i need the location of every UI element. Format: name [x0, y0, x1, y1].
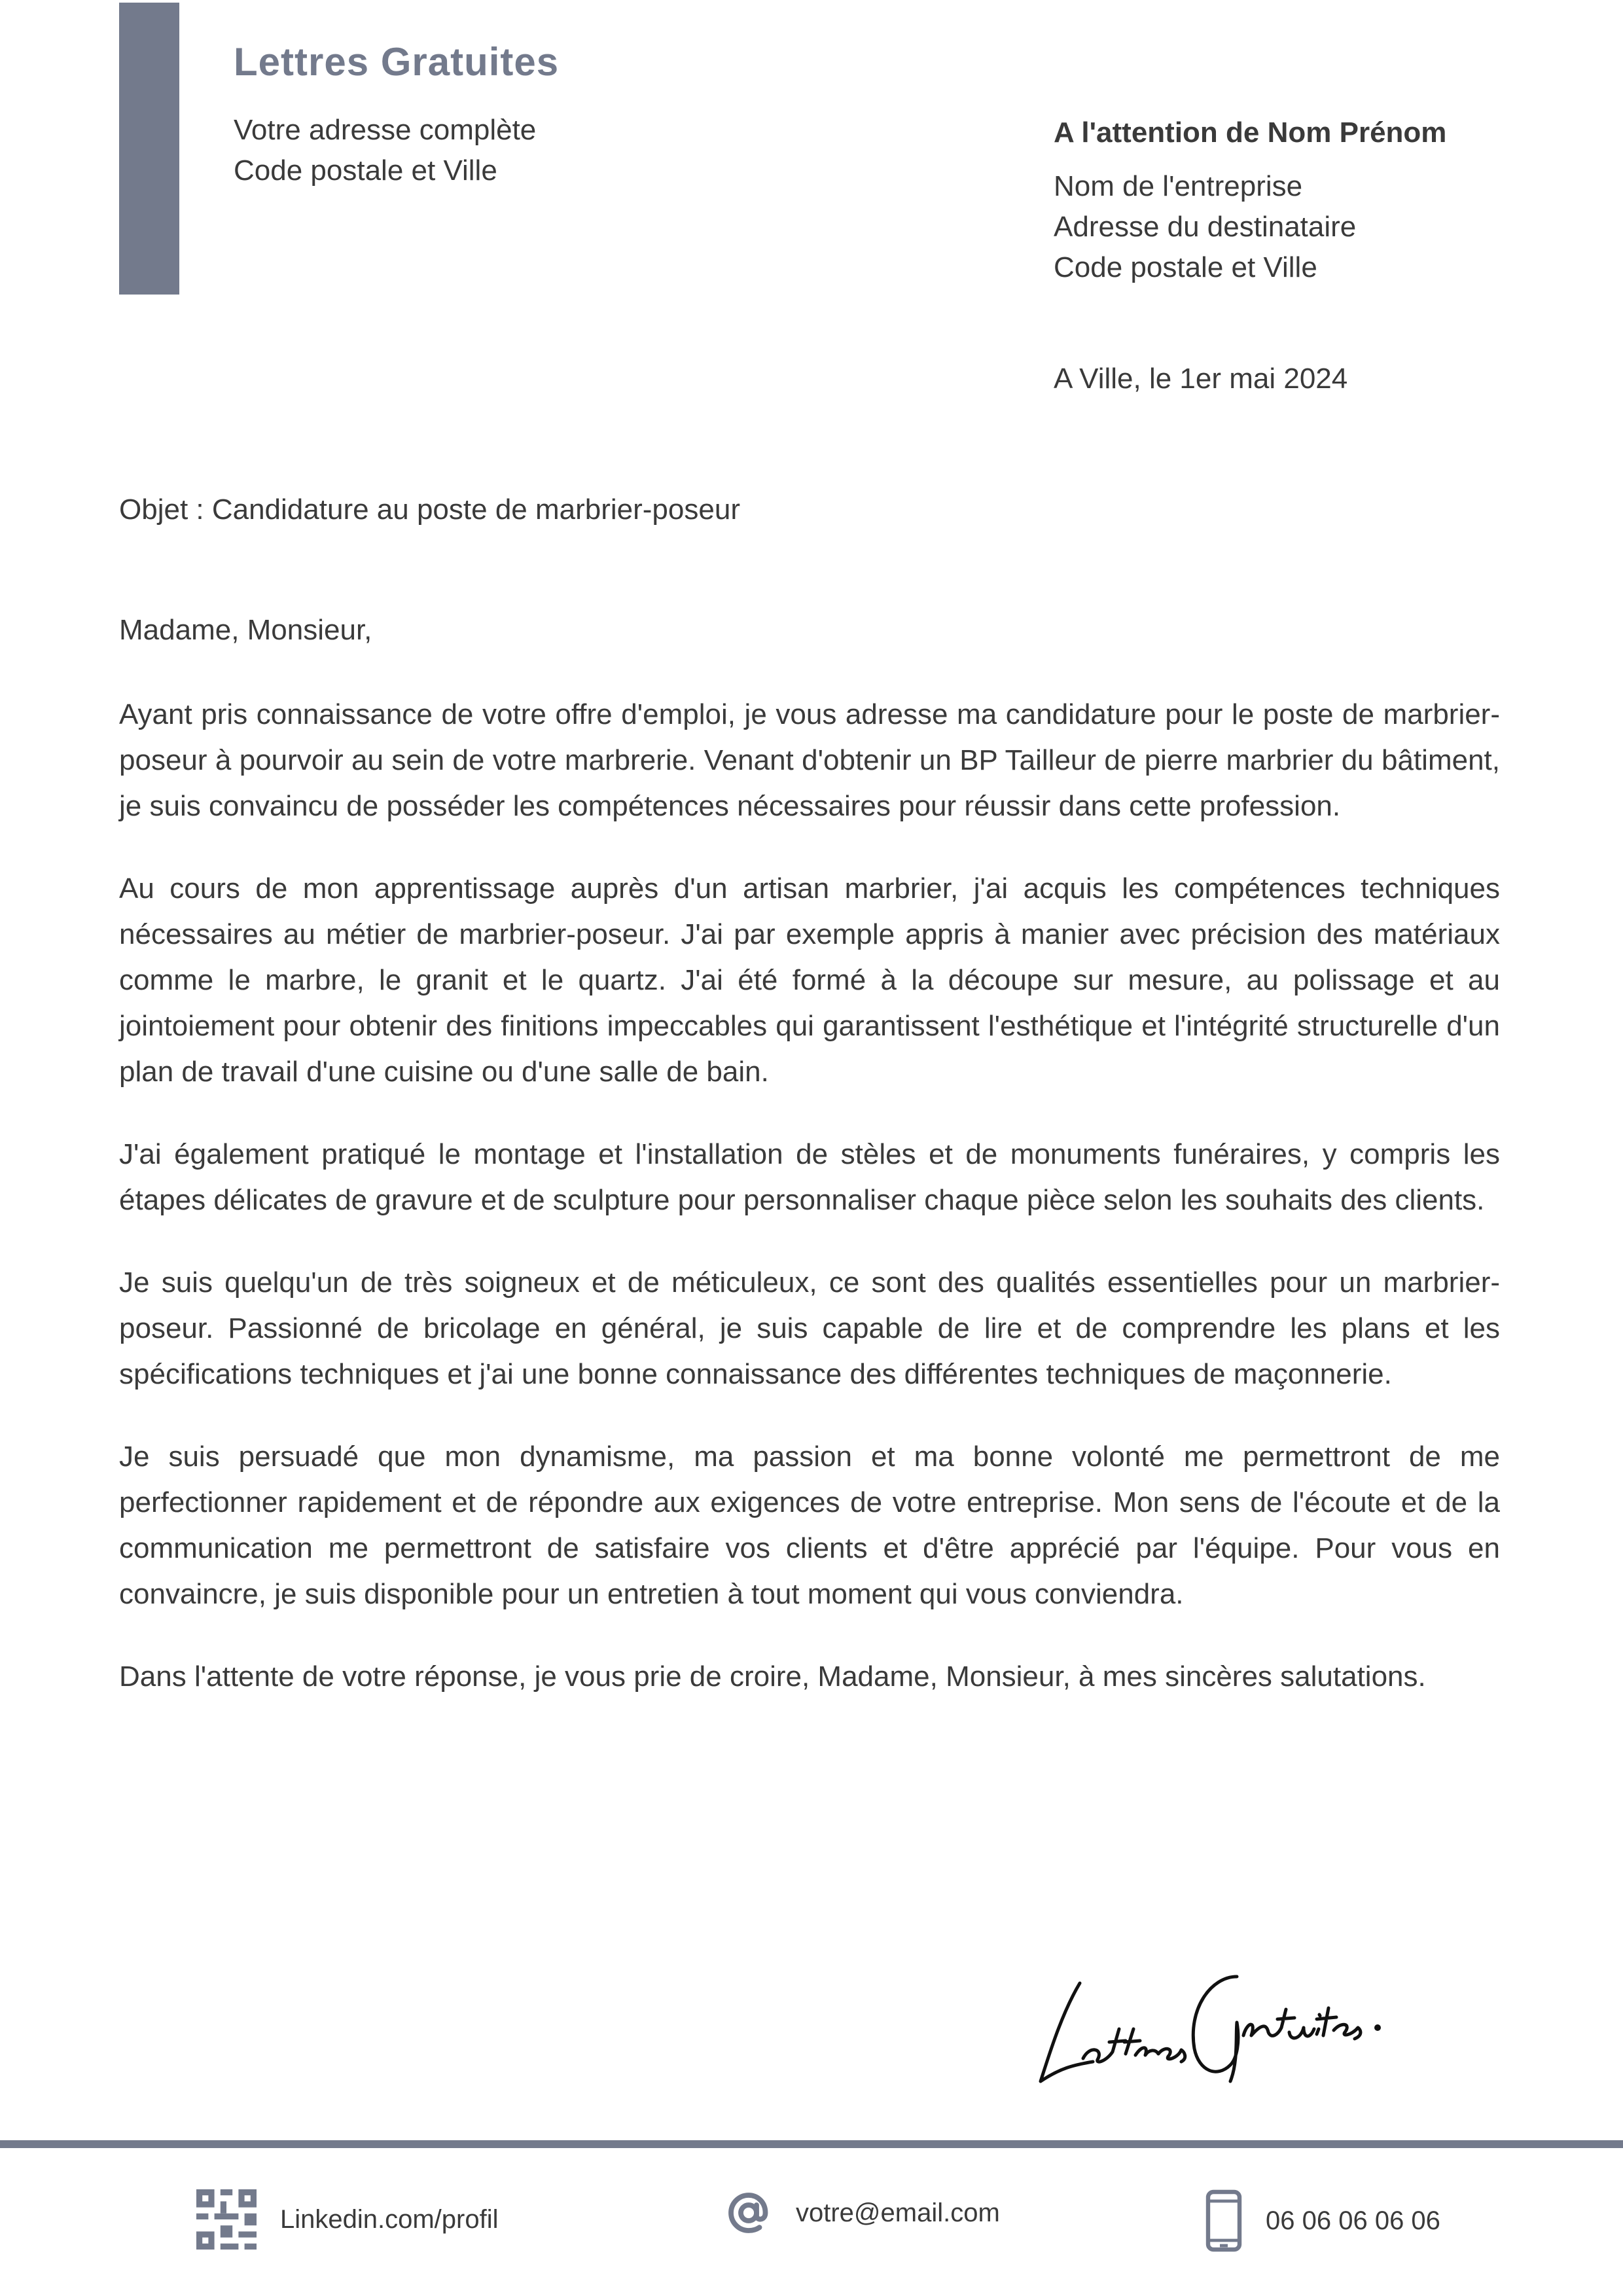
contact-phone[interactable]: [1205, 2189, 1440, 2252]
recipient-company: Nom de l'entreprise: [1054, 170, 1303, 202]
body-paragraph: Ayant pris connaissance de votre offre d'emploi, je vous adresse ma candidature pour le poste de marbrier-poseur à pourvoir au sein de votre marbrerie. Venant d'obtenir un BP Tailleur de pierre marbrier du bâtiment, je suis convaincu de posséder les compétences nécessaires pour réussir dans cette profession.: [119, 698, 1500, 822]
email-address[interactable]: votre@email.com: [796, 2198, 1000, 2227]
body-paragraph: Dans l'attente de votre réponse, je vous prie de croire, Madame, Monsieur, à mes sincères salutations.: [119, 1660, 1426, 1693]
body-paragraph: J'ai également pratiqué le montage et l'installation de stèles et de monuments funéraires, y compris les étapes délicates de gravure et de sculpture pour personnaliser chaque pièce selon les souhaits des clients.: [119, 1138, 1500, 1216]
letter-salutation: Madame, Monsieur,: [119, 614, 372, 646]
sender-address-line: Votre adresse complète: [234, 114, 537, 146]
contact-linkedin[interactable]: [196, 2189, 499, 2250]
qr-code-icon: [196, 2189, 257, 2250]
letter-object: Objet : Candidature au poste de marbrier-poseur: [119, 493, 740, 526]
at-sign-icon: [725, 2189, 772, 2236]
footer-divider: [0, 2140, 1623, 2148]
recipient-address: Adresse du destinataire: [1054, 211, 1357, 243]
recipient-attention: A l'attention de Nom Prénom: [1054, 117, 1447, 149]
phone-number[interactable]: 06 06 06 06 06: [1266, 2206, 1440, 2235]
letter-date: A Ville, le 1er mai 2024: [1054, 363, 1348, 395]
mobile-phone-icon: [1205, 2189, 1242, 2252]
recipient-block: [1054, 113, 1446, 288]
body-paragraph: Au cours de mon apprentissage auprès d'un artisan marbrier, j'ai acquis les compétences techniques nécessaires au métier de marbrier-poseur. J'ai par exemple appris à manier avec précision des matériaux comme le marbre, le granit et le quartz. J'ai été formé à la découpe sur mesure, au polissage et au jointoiement pour obtenir des finitions impeccables qui garantissent l'esthétique et l'intégrité structurelle d'un plan de travail d'une cuisine ou d'une salle de bain.: [119, 872, 1500, 1088]
linkedin-url[interactable]: Linkedin.com/profil: [280, 2204, 499, 2234]
body-paragraph: Je suis quelqu'un de très soigneux et de méticuleux, ce sont des qualités essentielles pour un marbrier-poseur. Passionné de bricolage en général, je suis capable de lire et de comprendre les plans et les spécifications techniques et j'ai une bonne connaissance des différentes techniques de maçonnerie.: [119, 1266, 1500, 1390]
sender-address: [234, 110, 536, 191]
recipient-city: Code postale et Ville: [1054, 251, 1317, 283]
handwritten-signature: [1021, 1937, 1414, 2108]
sender-brand-name: Lettres Gratuites: [234, 40, 560, 84]
letter-body: [119, 692, 1500, 1736]
body-paragraph: Je suis persuadé que mon dynamisme, ma passion et ma bonne volonté me permettront de me perfectionner rapidement et de répondre aux exigences de votre entreprise. Mon sens de l'écoute et de la communication me permettront de satisfaire vos clients et d'être apprécié par l'équipe. Pour vous en convaincre, je suis disponible pour un entretien à tout moment qui vous conviendra.: [119, 1441, 1500, 1610]
contact-email[interactable]: [725, 2189, 1000, 2236]
sender-city-line: Code postale et Ville: [234, 154, 497, 187]
accent-bar: [119, 3, 179, 295]
